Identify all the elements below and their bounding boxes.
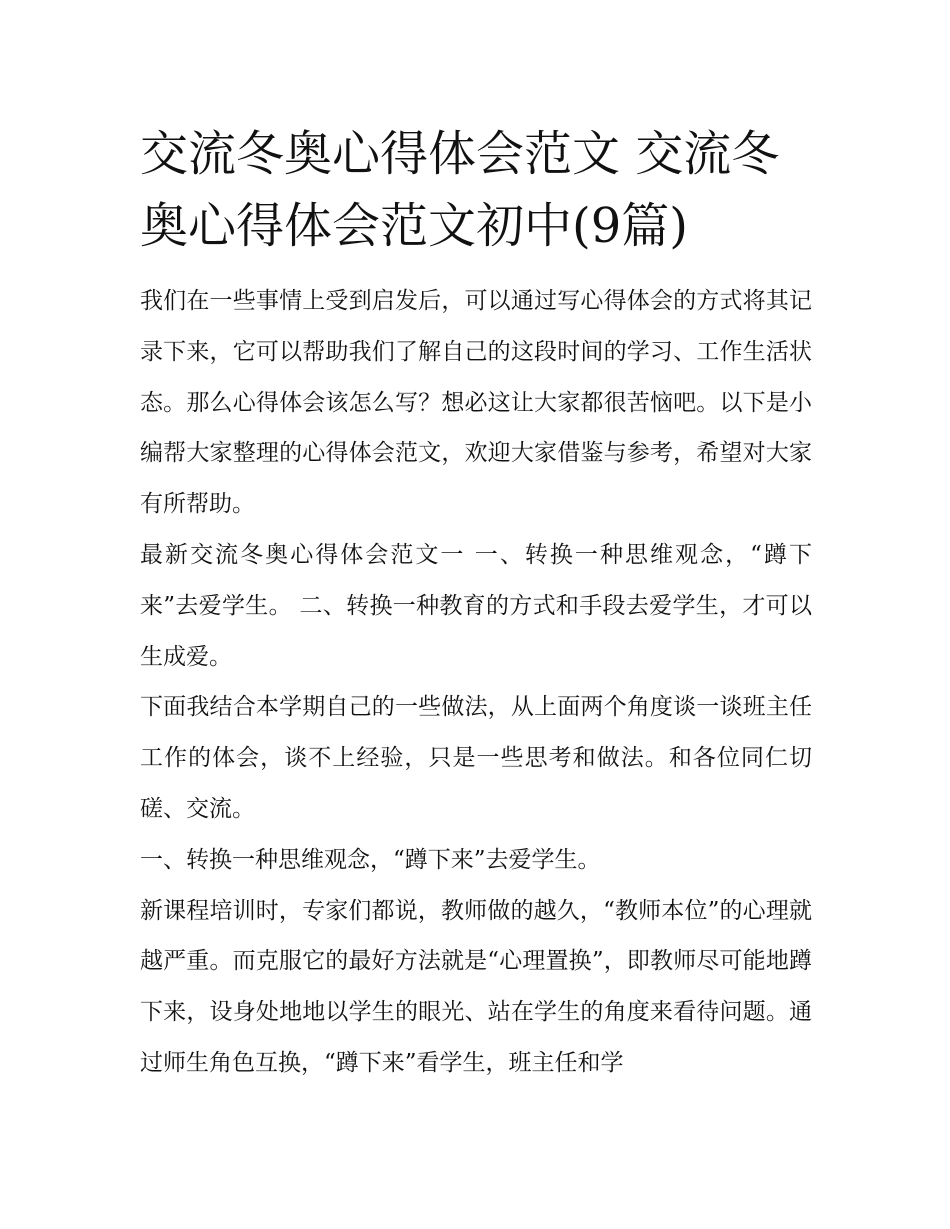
paragraph-section-one: 最新交流冬奥心得体会范文一 一、转换一种思维观念，“蹲下来”去爱学生。 二、转换一种教育的方式和手段去爱学生，才可以生成爱。 (140, 541, 812, 670)
document-title: 交流冬奥心得体会范文 交流冬奥心得体会范文初中(9篇) (140, 126, 780, 254)
paragraph-training: 新课程培训时，专家们都说，教师做的越久，“教师本位”的心理就越严重。而克服它的最好方法就是“心理置换”，即教师尽可能地蹲下来，设身处地地以学生的眼光、站在学生的角度来看待问题。通过师生角色互换，“蹲下来”看学生，班主任和学 (140, 897, 812, 1076)
document-page (140, 118, 812, 1089)
document-body (140, 276, 812, 1089)
paragraph-intro: 我们在一些事情上受到启发后，可以通过写心得体会的方式将其记录下来，它可以帮助我们了解自己的这段时间的学习、工作生活状态。那么心得体会该怎么写？想必这让大家都很苦恼吧。以下是小编帮大家整理的心得体会范文，欢迎大家借鉴与参考，希望对大家有所帮助。 (140, 288, 812, 518)
paragraph-explanation: 下面我结合本学期自己的一些做法，从上面两个角度谈一谈班主任工作的体会，谈不上经验，只是一些思考和做法。和各位同仁切磋、交流。 (140, 694, 812, 822)
paragraph-heading-one: 一、转换一种思维观念，“蹲下来”去爱学生。 (140, 846, 601, 873)
